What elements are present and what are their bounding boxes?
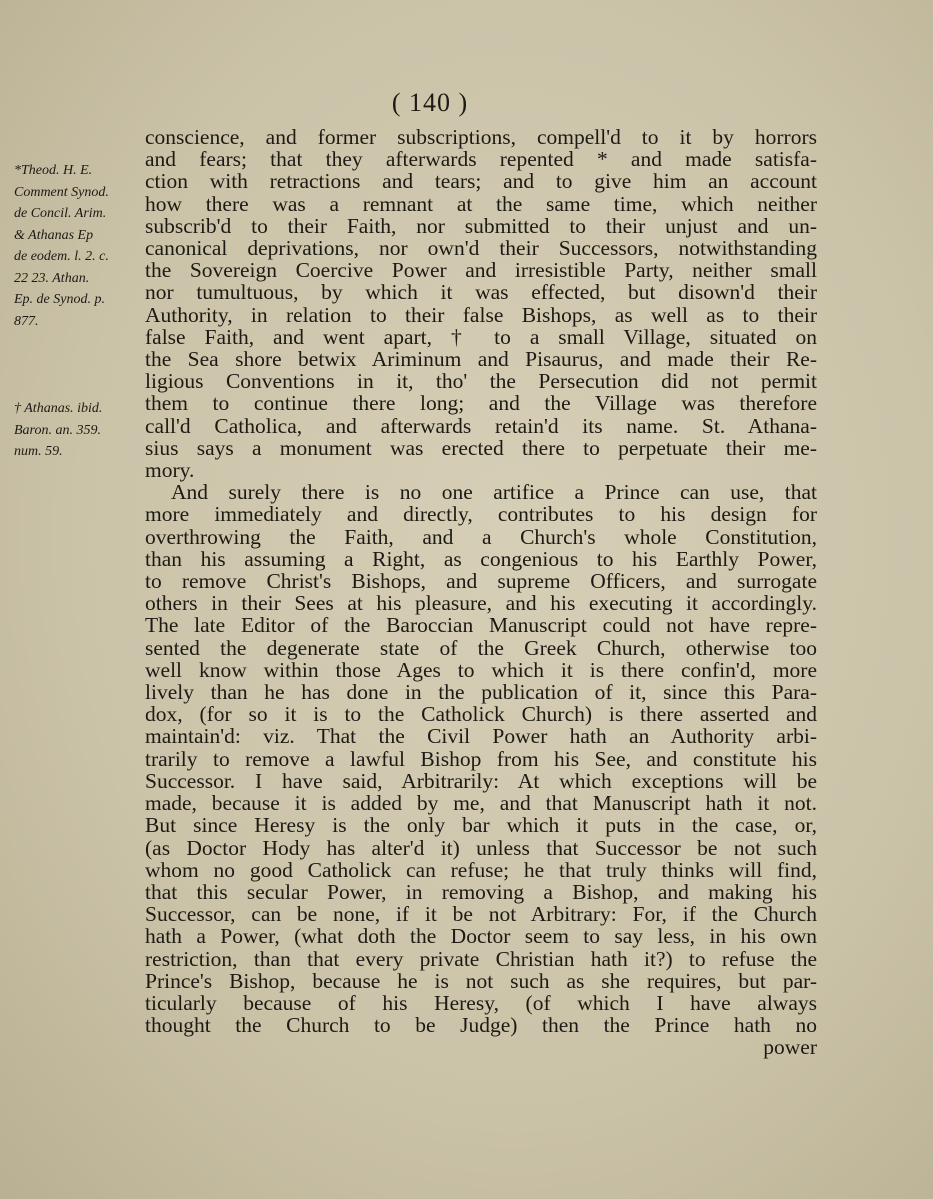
text-line: ticularly because of his Heresy, (of which I have always: [145, 990, 817, 1015]
text-line: whom no good Catholick can refuse; he that truly thinks will find,: [145, 857, 817, 882]
text-line: dox, (for so it is to the Catholick Church) is there asserted and: [145, 702, 817, 727]
text-line: that this secular Power, in removing a Bishop, and making his: [145, 879, 817, 904]
text-line: restriction, than that every private Christian hath it?) to refuse the: [145, 946, 817, 971]
text-line: Prince's Bishop, because he is not such as she requires, but par-: [145, 968, 817, 993]
margin-notes: [14, 160, 150, 529]
margin-note-line: de Concil. Arim.: [14, 206, 107, 221]
text-line: ligious Conventions in it, tho' the Persecution did not permit: [145, 369, 817, 394]
text-line: than his assuming a Right, as congenious to his Earthly Power,: [145, 546, 817, 571]
text-line: and fears; that they afterwards repented * and made satisfa-: [145, 147, 817, 172]
margin-note-line: † Athanas. ibid.: [14, 401, 103, 416]
text-line: more immediately and directly, contributes to his design for: [145, 502, 817, 527]
text-line: ction with retractions and tears; and to give him an account: [145, 169, 817, 194]
text-line: made, because it is added by me, and that Manuscript hath it not.: [145, 791, 817, 816]
text-line: conscience, and former subscriptions, compell'd to it by horrors: [145, 125, 817, 149]
text-line: sented the degenerate state of the Greek Church, otherwise too: [145, 635, 817, 660]
text-line: mory.: [145, 458, 195, 483]
text-line: And surely there is no one artifice a Prince can use, that: [171, 480, 817, 505]
text-line: Successor, can be none, if it be not Arbitrary: For, if the Church: [145, 902, 817, 927]
text-line: Successor. I have said, Arbitrarily: At which exceptions will be: [145, 768, 817, 793]
text-line: others in their Sees at his pleasure, and his executing it accordingly.: [145, 591, 817, 616]
margin-note-line: Ep. de Synod. p.: [14, 292, 105, 307]
text-line: maintain'd: viz. That the Civil Power hath an Authority arbi-: [145, 724, 817, 749]
text-line: subscrib'd to their Faith, nor submitted to their unjust and un-: [145, 213, 817, 238]
text-line: to remove Christ's Bishops, and supreme Officers, and surrogate: [145, 569, 817, 594]
margin-note-line: & Athanas Ep: [14, 227, 94, 243]
text-line: lively than he has done in the publication of it, since this Para-: [145, 680, 817, 705]
text-line: overthrowing the Faith, and a Church's whole Constitution,: [145, 524, 817, 549]
margin-note-line: Baron. an. 359.: [14, 422, 101, 438]
text-line: call'd Catholica, and afterwards retain'd its name. St. Athana-: [145, 413, 817, 438]
margin-note-athanasius: [14, 398, 150, 463]
text-line: sius says a monument was erected there to perpetuate their me-: [145, 435, 817, 460]
margin-note-theodoret: [14, 160, 150, 332]
text-line: nor tumultuous, by which it was effected, but disown'd their: [145, 280, 817, 305]
text-line: The late Editor of the Baroccian Manuscript could not have repre-: [145, 613, 817, 638]
text-line: thought the Church to be Judge) then the Prince hath no: [145, 1013, 817, 1038]
text-line: Authority, in relation to their false Bishops, as well as to their: [145, 302, 817, 327]
margin-note-line: Comment Synod.: [14, 184, 109, 200]
margin-note-line: 877.: [14, 313, 39, 329]
text-line: the Sea shore betwix Ariminum and Pisaurus, and made their Re-: [145, 347, 817, 372]
margin-note-line: de eodem. l. 2. c.: [14, 249, 109, 264]
text-line: trarily to remove a lawful Bishop from his See, and constitute his: [145, 746, 817, 771]
margin-note-line: *Theod. H. E.: [14, 163, 93, 178]
text-line: well know within those Ages to which it is there confin'd, more: [145, 657, 817, 682]
text-line: the Sovereign Coercive Power and irresistible Party, neither small: [145, 258, 817, 283]
catchword: power: [763, 1035, 817, 1060]
text-line: hath a Power, (what doth the Doctor seem to say less, in his own: [145, 924, 817, 949]
text-line: false Faith, and went apart, † to a small Village, situated on: [145, 324, 817, 349]
text-line: But since Heresy is the only bar which it puts in the case, or,: [145, 813, 817, 838]
text-line: them to continue there long; and the Village was therefore: [145, 391, 817, 416]
page-number: ( 140 ): [391, 88, 469, 117]
text-line: how there was a remnant at the same time, which neither: [145, 191, 817, 216]
margin-note-line: num. 59.: [14, 444, 63, 459]
text-line: canonical deprivations, nor own'd their Successors, notwithstanding: [145, 236, 817, 261]
margin-note-line: 22 23. Athan.: [14, 270, 90, 286]
body-text: [145, 126, 817, 1059]
text-line: (as Doctor Hody has alter'd it) unless that Successor be not such: [145, 835, 817, 860]
